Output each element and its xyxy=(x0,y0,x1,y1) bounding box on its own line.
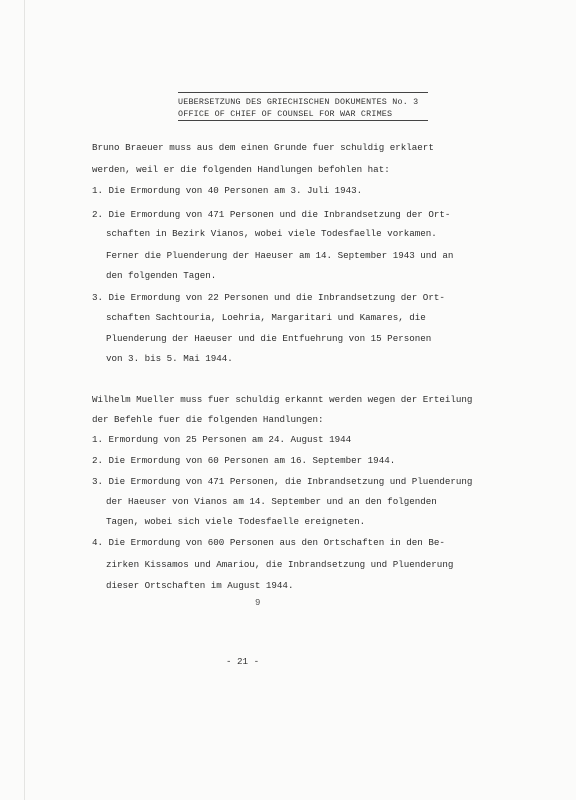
header-title: UEBERSETZUNG DES GRIECHISCHEN DOKUMENTES No. 3 xyxy=(178,97,419,107)
section2-item4-line3: dieser Ortschaften im August 1944. xyxy=(106,580,294,591)
section2-item4-line1: 4. Die Ermordung von 600 Personen aus den Ortschaften in den Be- xyxy=(92,537,445,548)
page-number: - 21 - xyxy=(226,656,260,667)
section1-item1: 1. Die Ermordung von 40 Personen am 3. Juli 1943. xyxy=(92,185,363,196)
section1-item3-line1: 3. Die Ermordung von 22 Personen und die Inbrandsetzung der Ort- xyxy=(92,292,445,303)
header-rule-top xyxy=(178,92,428,93)
section1-item3-line3: Pluenderung der Haeuser und die Entfuehrung von 15 Personen xyxy=(106,333,432,344)
page-fold-line xyxy=(24,0,25,800)
section1-item2-line3: Ferner die Pluenderung der Haeuser am 14. September 1943 und an xyxy=(106,250,454,261)
section2-item2: 2. Die Ermordung von 60 Personen am 16. September 1944. xyxy=(92,455,396,466)
section1-item2-line2: schaften in Bezirk Vianos, wobei viele Todesfaelle vorkamen. xyxy=(106,228,437,239)
header-office: OFFICE OF CHIEF OF COUNSEL FOR WAR CRIMES xyxy=(178,109,393,119)
section1-item3-line2: schaften Sachtouria, Loehria, Margaritari und Kamares, die xyxy=(106,312,426,323)
section2-item3-line3: Tagen, wobei sich viele Todesfaelle ereigneten. xyxy=(106,516,366,527)
section2-intro-line2: der Befehle fuer die folgenden Handlungen: xyxy=(92,414,324,425)
section2-item3-line1: 3. Die Ermordung von 471 Personen, die Inbrandsetzung und Pluenderung xyxy=(92,476,473,487)
section1-item3-line4: von 3. bis 5. Mai 1944. xyxy=(106,353,233,364)
stray-handwritten-mark: 9 xyxy=(255,598,261,608)
document-header xyxy=(178,92,428,121)
section2-item4-line2: zirken Kissamos und Amariou, die Inbrandsetzung und Pluenderung xyxy=(106,559,454,570)
section1-intro-line2: werden, weil er die folgenden Handlungen befohlen hat: xyxy=(92,164,390,175)
section2-intro-line1: Wilhelm Mueller muss fuer schuldig erkannt werden wegen der Erteilung xyxy=(92,394,473,405)
header-rule-bottom xyxy=(178,120,428,121)
section1-item2-line1: 2. Die Ermordung von 471 Personen und die Inbrandsetzung der Ort- xyxy=(92,209,451,220)
section2-item3-line2: der Haeuser von Vianos am 14. September und an den folgenden xyxy=(106,496,437,507)
section1-item2-line4: den folgenden Tagen. xyxy=(106,270,217,281)
section1-intro-line1: Bruno Braeuer muss aus dem einen Grunde fuer schuldig erklaert xyxy=(92,142,434,153)
section2-item1: 1. Ermordung von 25 Personen am 24. August 1944 xyxy=(92,434,352,445)
